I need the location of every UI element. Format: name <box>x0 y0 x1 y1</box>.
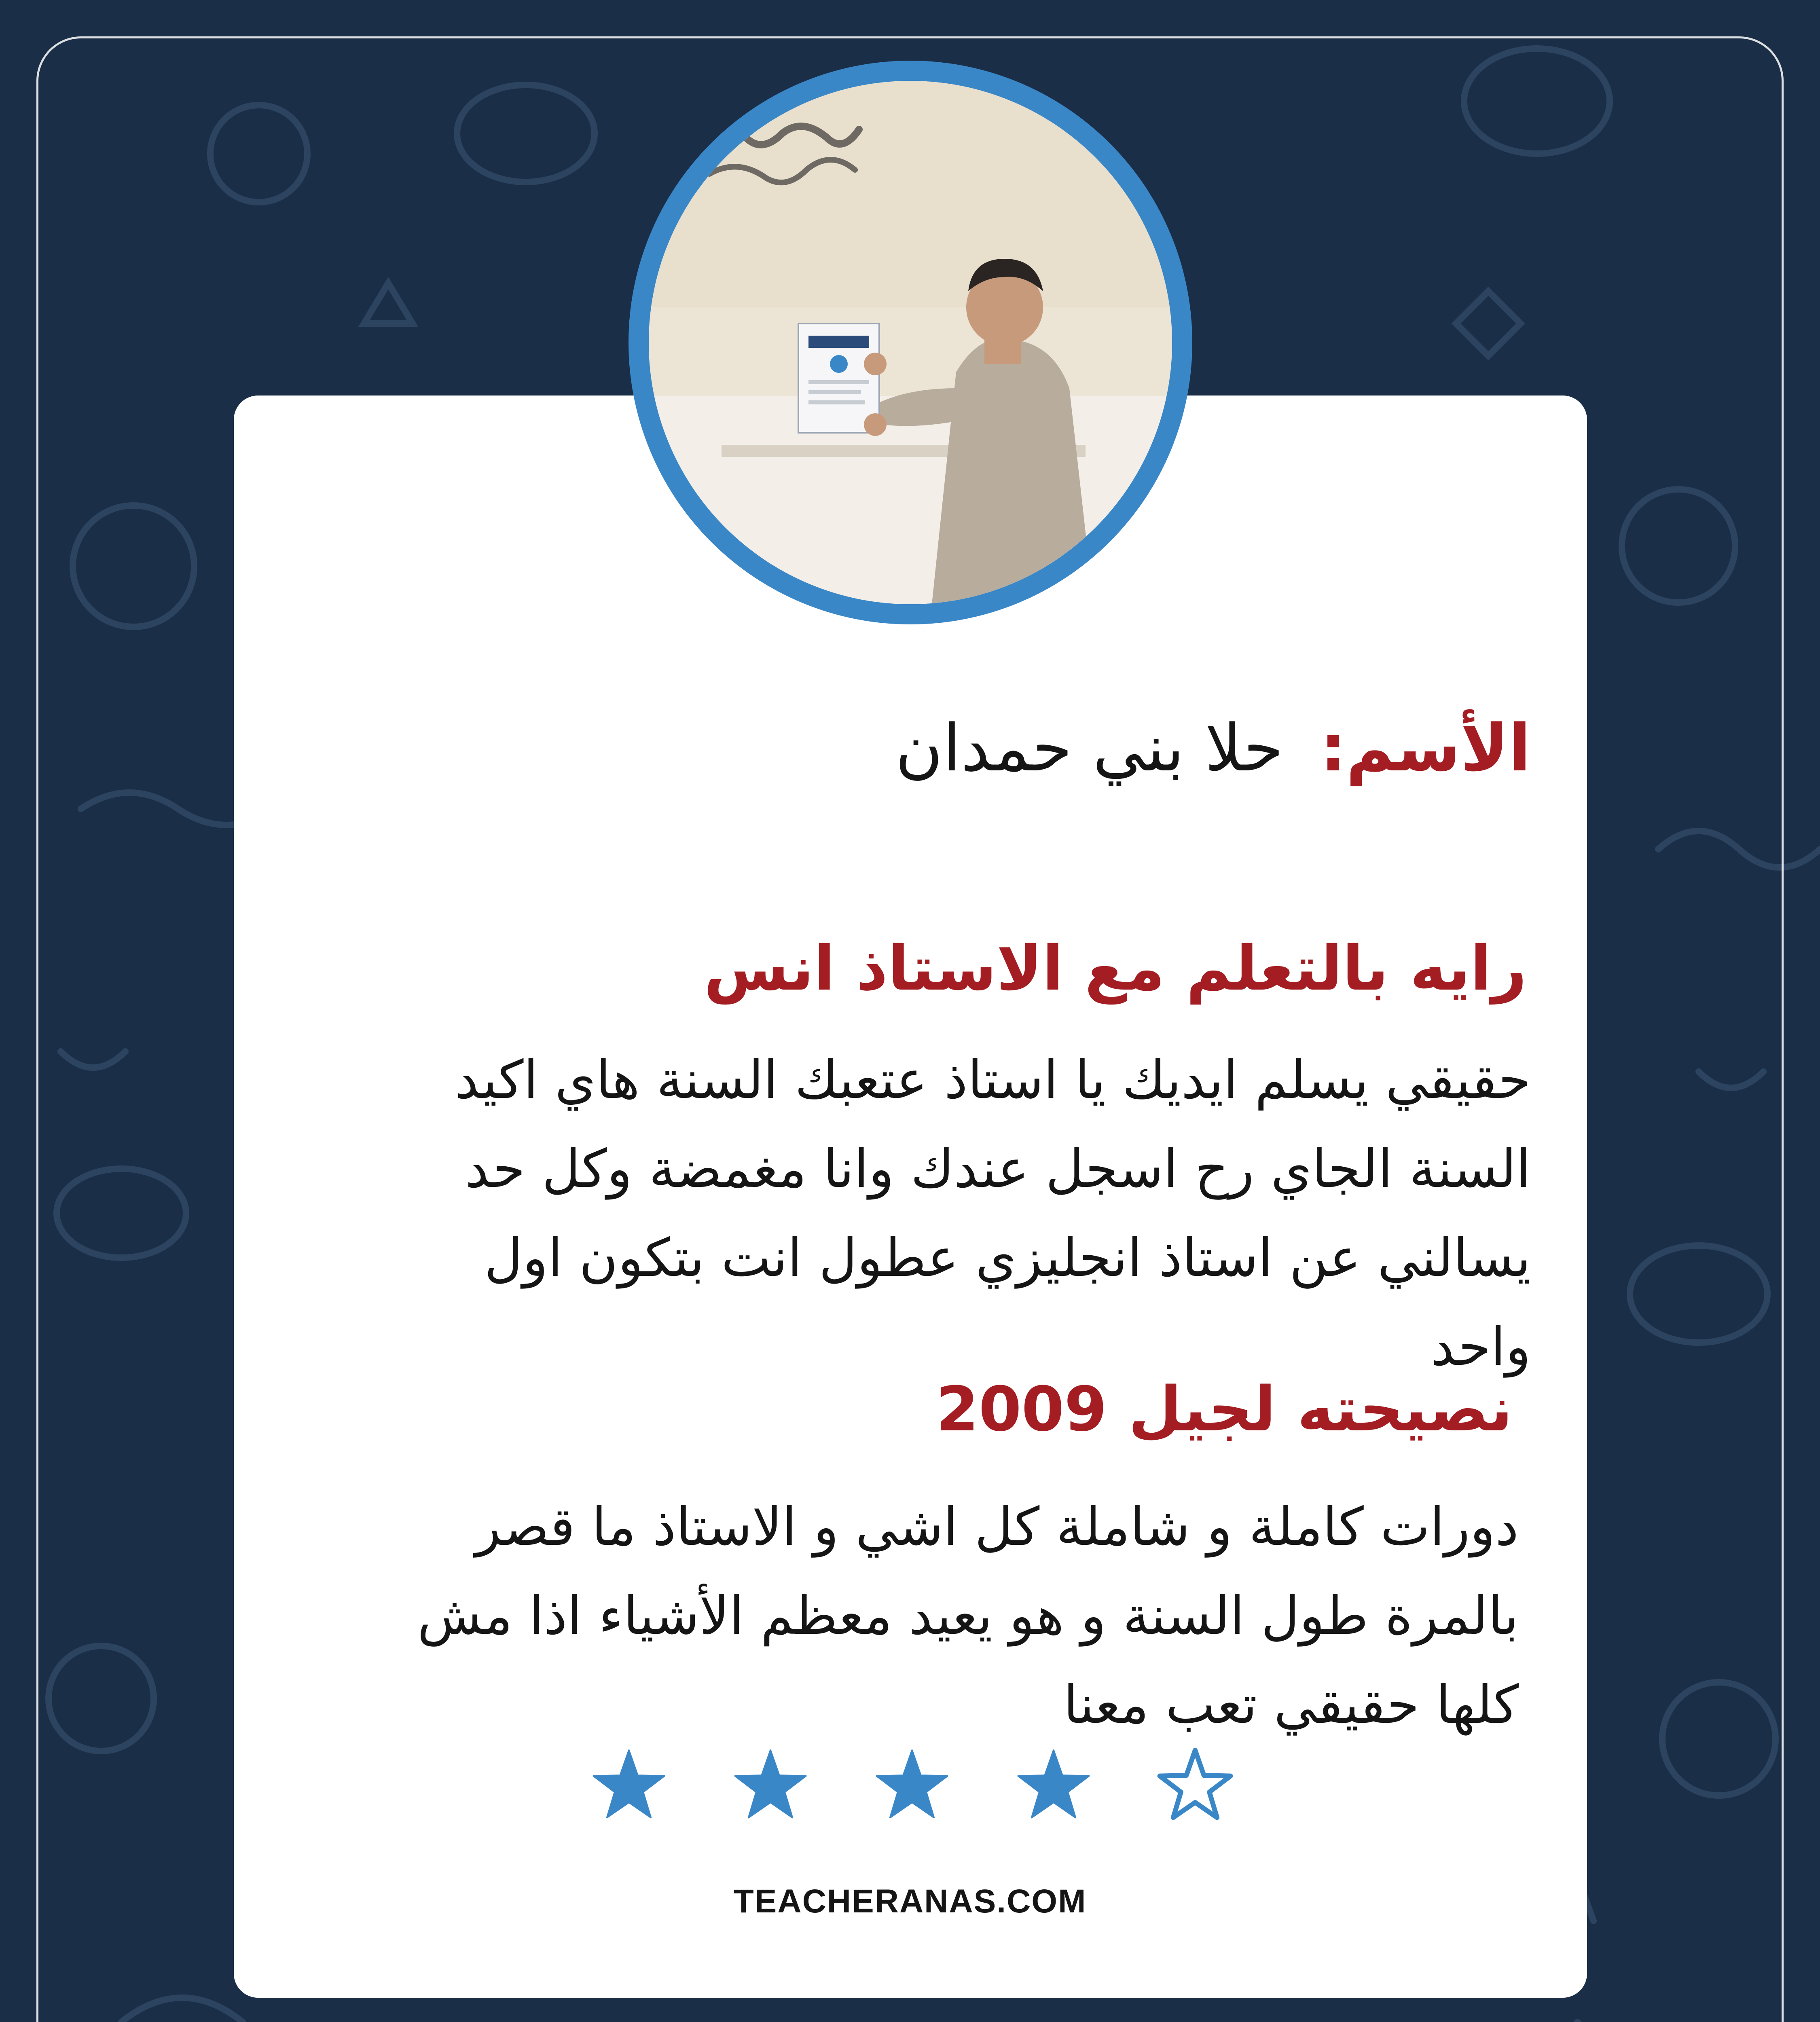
student-name: حلا بني حمدان <box>895 710 1284 786</box>
advice-text: دورات كاملة و شاملة كل اشي و الاستاذ ما قصر بالمرة طول السنة و هو يعيد معظم الأشياء اذا مش كلها حقيقي تعب معنا <box>417 1496 1519 1735</box>
website-link[interactable]: TEACHERANAS.COM <box>733 1883 1087 1920</box>
opinion-text: حقيقي يسلم ايديك يا استاذ عتعبك السنة هاي اكيد السنة الجاي رح اسجل عندك وانا مغمضة وكل حد يسالني عن استاذ انجليزي عطول انت بتكون اول واحد <box>455 1049 1531 1377</box>
star-filled-icon <box>594 1750 665 1817</box>
student-name-row <box>895 708 1531 789</box>
star-filled-icon <box>1018 1750 1089 1817</box>
star-filled-icon <box>877 1750 948 1817</box>
star-filled-icon <box>735 1750 806 1817</box>
opinion-heading: رايه بالتعلم مع الاستاذ انس <box>704 933 1527 1004</box>
student-photo <box>649 81 1172 604</box>
name-label: الأسم: <box>1320 710 1531 786</box>
student-photo-illustration <box>649 81 1172 604</box>
star-empty-icon <box>1160 1750 1231 1817</box>
star-rating <box>580 1741 1244 1830</box>
advice-heading: نصيحته لجيل 2009 <box>936 1373 1513 1445</box>
